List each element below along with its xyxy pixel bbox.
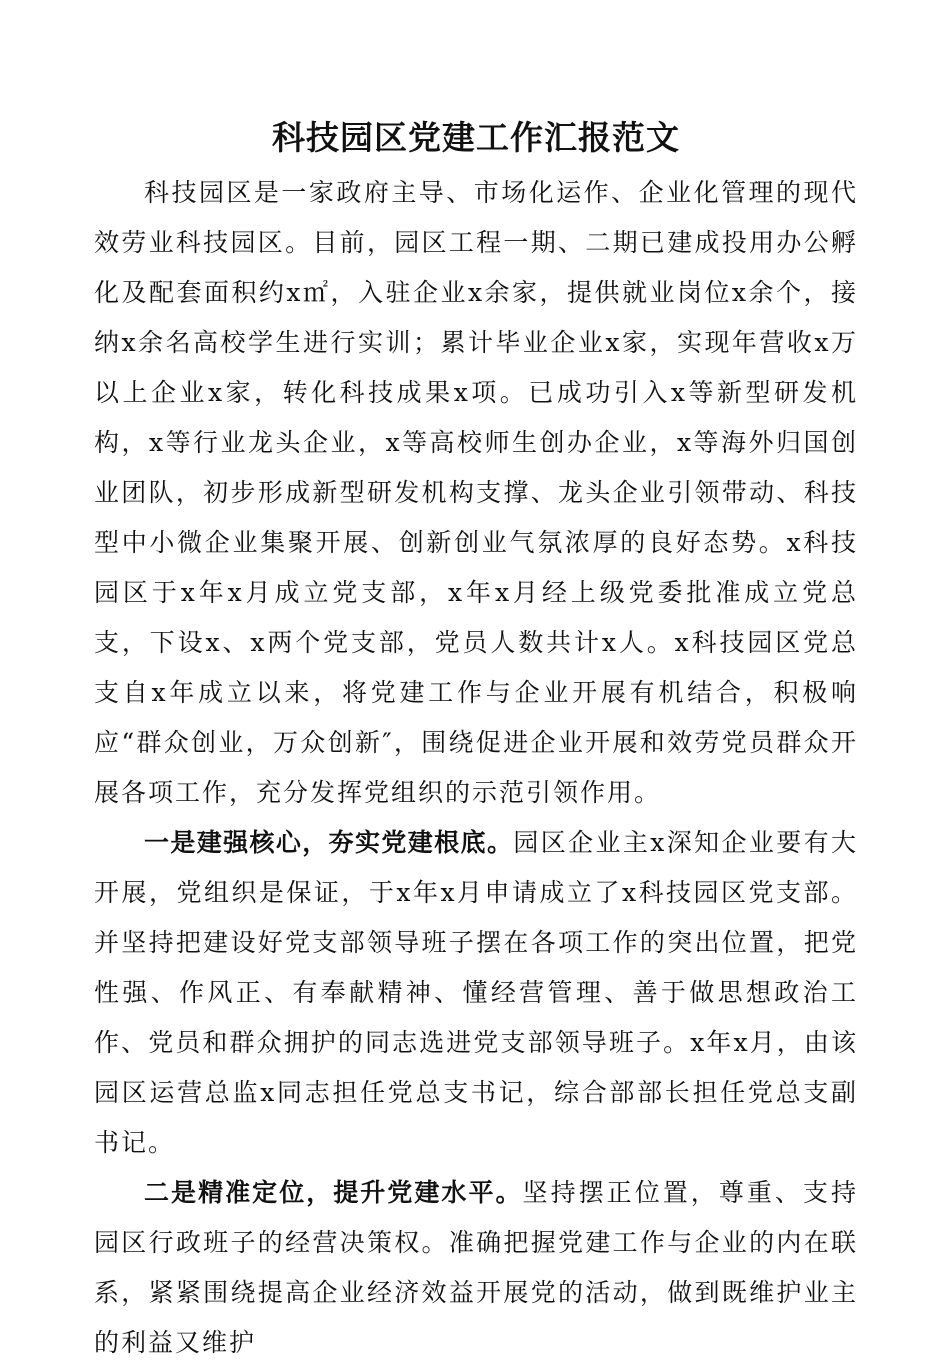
paragraph-core-text: 园区企业主x深知企业要有大开展，党组织是保证，于x年x月申请成立了x科技园区党支部。并坚持把建设好党支部领导班子摆在各项工作的突出位置，把党性强、作风正、有奉献精神、懂经营管理、善于做思想政治工作、党员和群众拥护的同志选进党支部领导班子。x年x月，由该园区运营总监x同志担任党总支书记，综合部部长担任党总支副书记。 [94, 828, 858, 1157]
document-title: 科技园区党建工作汇报范文 [272, 118, 680, 157]
paragraph-positioning [94, 1168, 858, 1368]
paragraph-core-heading: 一是建强核心，夯实党建根底。 [144, 828, 514, 857]
paragraph-positioning-text: 坚持摆正位置，尊重、支持园区行政班子的经营决策权。准确把握党建工作与企业的内在联系，紧紧围绕提高企业经济效益开展党的活动，做到既维护业主的利益又维护 [94, 1178, 858, 1357]
paragraph-intro [94, 168, 858, 818]
paragraph-intro-text: 科技园区是一家政府主导、市场化运作、企业化管理的现代效劳业科技园区。目前，园区工程一期、二期已建成投用办公孵化及配套面积约x㎡，入驻企业x余家，提供就业岗位x余个，接纳x余名高校学生进行实训；累计毕业企业x家，实现年营收x万以上企业x家，转化科技成果x项。已成功引入x等新型研发机构，x等行业龙头企业，x等高校师生创办企业，x等海外归国创业团队，初步形成新型研发机构支撑、龙头企业引领带动、科技型中小微企业集聚开展、创新创业气氛浓厚的良好态势。x科技园区于x年x月成立党支部，x年x月经上级党委批准成立党总支，下设x、x两个党支部，党员人数共计x人。x科技园区党总支自x年成立以来，将党建工作与企业开展有机结合，积极响应“群众创业，万众创新″，围绕促进企业开展和效劳党员群众开展各项工作，充分发挥党组织的示范引领作用。 [94, 178, 858, 807]
paragraph-positioning-heading: 二是精准定位，提升党建水平。 [144, 1178, 523, 1207]
document-page [94, 0, 858, 1368]
paragraph-core [94, 818, 858, 1168]
